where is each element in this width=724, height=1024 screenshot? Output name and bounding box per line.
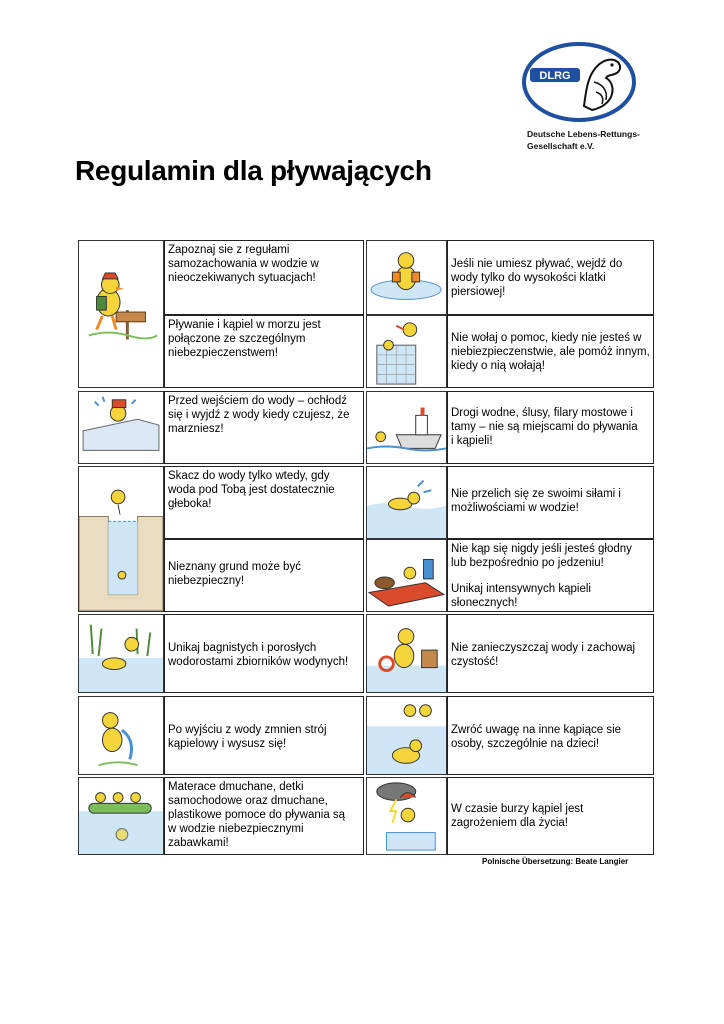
dlrg-logo (522, 42, 636, 122)
rule-text: Skacz do wody tylko wtedy, gdy woda pod Tobą jest dostatecznie głeboka! (168, 470, 335, 510)
rule-right-1 (447, 240, 654, 315)
rule-text: Nieznany grund może być niebezpieczny! (168, 561, 301, 587)
rule-right-8 (447, 777, 654, 855)
organization-name (527, 128, 640, 152)
rule-text: Pływanie i kąpiel w morzu jest połączone ze szczególnym niebezpieczenstwem! (168, 319, 321, 359)
rule-text: Unikaj bagnistych i porosłych wodorostami zbiorników wodynych! (168, 642, 349, 668)
rule-text: Drogi wodne, ślusy, filary mostowe i tamy – nie są miejscami do pływania i kąpieli! (451, 407, 638, 447)
rule-left-1 (164, 240, 364, 315)
illustration-overexertion (366, 466, 447, 539)
illustration-diving-depth (78, 466, 164, 612)
illustration-swamp (78, 614, 164, 693)
rule-left-7 (164, 696, 364, 775)
logo-text: DLRG (539, 70, 571, 82)
organization-line1: Deutsche Lebens-Rettungs- (527, 129, 640, 139)
rule-text: Zapoznaj sie z regułami samozachowania w wodzie w nieoczekiwanych sytuacjach! (168, 244, 319, 284)
rule-text: Nie wołaj o pomoc, kiedy nie jesteś w niebiezpieczenstwie, ale pomóż innym, kiedy o nią wołają! (451, 332, 650, 372)
illustration-chest-deep (366, 240, 447, 315)
rule-left-2 (164, 315, 364, 388)
rule-right-4 (447, 466, 654, 539)
rule-text: Przed wejściem do wody – ochłodź się i wyjdź z wody kiedy czujesz, że marzniesz! (168, 395, 350, 435)
rule-right-6 (447, 614, 654, 693)
rule-text: Nie przelich się ze swoimi siłami i możliwościami w wodzie! (451, 488, 621, 514)
illustration-call-help (366, 315, 447, 388)
illustration-picnic (366, 539, 447, 612)
organization-line2: Gesellschaft e.V. (527, 141, 595, 151)
illustration-drying-off (78, 696, 164, 775)
rule-left-3 (164, 391, 364, 464)
illustration-inflatables (78, 777, 164, 855)
rule-right-5 (447, 539, 654, 612)
rule-text: Materace dmuchane, detki samochodowe oraz dmuchane, plastikowe pomoce do pływania są w wodzie niebezpiecznymi zabawkami! (168, 781, 346, 849)
illustration-thunderstorm (366, 777, 447, 855)
illustration-watch-children (366, 696, 447, 775)
rule-right-3 (447, 391, 654, 464)
rule-text: Po wyjściu z wody zmnien strój kąpielowy i wysusz się! (168, 724, 327, 750)
page-title: Regulamin dla pływających (75, 155, 432, 186)
illustration-clean-water (366, 614, 447, 693)
rule-text: Zwróć uwagę na inne kąpiące sie osoby, szczególnie na dzieci! (451, 724, 622, 750)
rule-right-7 (447, 696, 654, 775)
translation-credit: Polnische Übersetzung: Beate Langier (482, 857, 629, 866)
rule-text: W czasie burzy kąpiel jest zagrożeniem dla życia! (451, 803, 584, 829)
illustration-cooling-down (78, 391, 164, 464)
rule-left-6 (164, 614, 364, 693)
rule-text: Nie zanieczyszczaj wody i zachowaj czystość! (451, 642, 636, 668)
rule-text-2: Unikaj intensywnych kąpieli słonecznych! (451, 583, 591, 609)
illustration-hiking-duck (78, 240, 164, 388)
rule-left-5 (164, 539, 364, 612)
rule-text: Nie kąp się nigdy jeśli jesteś głodny lub bezpośrednio po jedzeniu! (451, 543, 632, 569)
rule-left-4 (164, 466, 364, 539)
illustration-ship-waterway (366, 391, 447, 464)
rule-text: Jeśli nie umiesz pływać, wejdź do wody tylko do wysokości klatki piersiowej! (451, 258, 623, 298)
rule-right-2 (447, 315, 654, 388)
rule-left-8 (164, 777, 364, 855)
